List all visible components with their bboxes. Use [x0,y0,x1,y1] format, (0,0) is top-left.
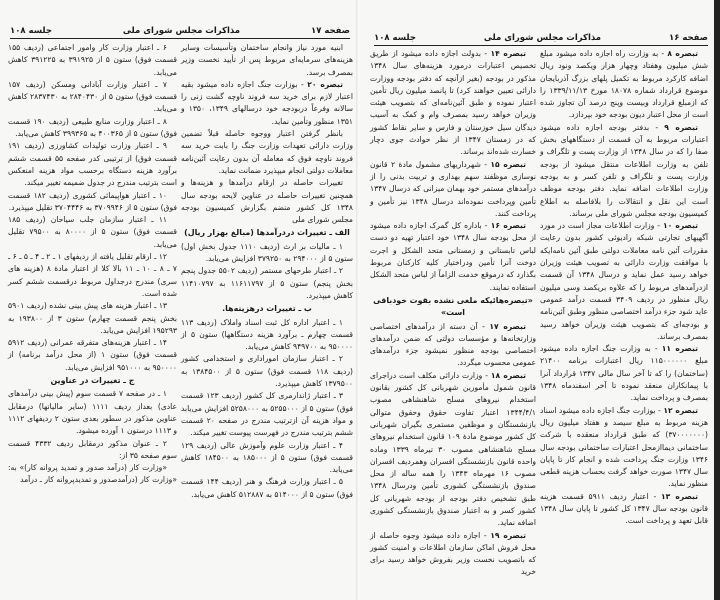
paragraph [8,140,177,189]
paragraph [8,388,177,437]
paragraph-text: - وزارت دارائی مکلف است دراجرای قانون شمول مأمورین شهربانی کل کشور بقانون استخدام نیروهای مسلح شاهنشاهی مصوب ۱۳۴۴/۴/۱ اعتبار تفاوت حقوق وحقوق متوالی بازنشستگان و موظفین مستمری بگیران شهربانی کل کشور موضوع مادهٔ ۱۰۹ قانون استخدام نیروهای مسلح شاهنشاهی مصوب ۳۰ تیرماه ۱۳۳۹ وماده واحده قانون بازنشستگی افسران وهمردیف افسران مصوب ۱۶ مهرماه ۱۳۴۳ را همه ساله از محل صندوق بازنشستگی کشوری تأمین ودرسال ۱۳۴۸ طبق تشخیص دفتر بودجه از بودجه شهربانی کل کشور کسر و به اعتبار صندوق بازنشستگی کشوری اضافه نماید. [370,370,536,528]
paragraph-text: ۷ ـ اعتبار وزارت آبادانی ومسکن (ردیف ۱۵۷ قسمت فوق) ستون ۵ از ۲۸۴۰۴۳۰ به ۲۸۳۷۴۳۰ کاهش می‌یابد. [8,79,177,114]
text-column [181,42,353,501]
note-label: تبصره ۱۴ [490,49,526,58]
paragraph [370,370,536,530]
paragraph-text: ۹ ـ اعتبار وزارت تولیدات کشاورزی (ردیف ۱۹۱ قسمت فوق) از ترتیبی کدر صفحه ۵۵ قسمت ششم برآورد هزینه دستگاه برحسب مواد هزینه امنعکس است بترتیب مندرج در جدول ضمیمه تغییر میکند. [8,141,177,188]
page-header [374,33,708,46]
paragraph-text: «وزارت کار (درآمد صدور و تمدید پروانه کار)» به: «وزارت کار (درآمدصدور و تمدیدپروانه کار ـ درآمد [8,463,177,485]
paragraph-text: ۸ ـ اعتبار وزارت منابع طبیعی (ردیف ۱۹۰ قسمت فوق) ستون ۵ از ۴۰۰۳۶۵ به ۳۹۹۳۶۵ کاهش می‌یابد. [8,116,177,139]
scan-edge [714,0,720,600]
paragraph [8,42,177,79]
paragraph [8,300,177,337]
page-number: صفحه ۱۶ [669,33,708,43]
paragraph [181,42,353,79]
paragraph-text: ۳ ـ اعتبار ژاندارمری کل کشور (ردیف ۱۲۳ قسمت فوق) ستون ۵ از ۵۲۵۵۰۰۰ به ۵۲۵۸۰۰۰ افزایش می‌یابد و مواد هزینه آن ازترتیب مندرج در صفحه ۲۰ قسمت ششم بترتیب مندرج در فهرست پیوست تغییر میکند. [181,391,354,438]
paragraph-text: ۲ ـ اعتبار سازمان اموراداری و استخدامی کشور (ردیف ۱۱۸ قسمت فوق) ستون ۵ از ۱۳۸۴۵۰۰ به ۱۳۷۹۵۰۰ کاهش میپذیرد. [181,354,353,389]
paragraph [8,79,177,116]
paragraph-text: - آن دسته از درآمدهای اختصاصی وزارتخانه‌ها و مؤسسات دولتی که ضمن درآمدهای اختصاصی بودجه منظور نمیشود جزء درآمدهای عمومی محسوب میگردد. [370,321,536,368]
paragraph [370,321,536,370]
paragraph [540,48,708,122]
note-label: تبصره ۱۶ [490,221,526,231]
paragraph [370,530,536,579]
paragraph-text: - وزارت اطلاعات مجاز است در مورد آگهیهای تجارتی شبکه رادیوئی کشور بدون رعایت مقررات آئین نامه معاملات دولتی طبق آئین نامه‌ایکه با موافقت وزارت دارائی به تصویب هیئت وزیران خواهد رسید عمل نماید و درسال ۱۳۴۸ آن قسمت ازدرآمدهای مربوط را که علاوه بریکصد وسی میلیون ریال منظور در ردیف ۳۴۰۹ قسمت درآمد عمومی عاید شود جزء درآمد اختصاصی منظور وطبق آئین‌نامه و بودجه‌ای که بتصویب هیئت وزیران خواهد رسید بمصرف برساند. [540,221,709,341]
paragraph-text: ۱۰ ـ اعتبار هواپیمائی کشوری (ردیف ۱۸۲ قسمت فوق) ستون ۵ از ۳۷۰۹۹۴۶ به ۳۷۰۴۴۴۶ تقلیل میپذیرد. [8,190,177,212]
paragraph [181,265,353,302]
note-label: تبصره ۲۰ [307,79,343,89]
note-label: تبصره ۸ [667,49,698,58]
paragraph [181,390,353,439]
paragraph [370,48,536,159]
paragraph [181,241,353,266]
paragraph [540,343,708,404]
paragraph [181,79,353,128]
paragraph [8,337,177,374]
paragraph-text: ۲ ـ عنوان مذکور درمقابل ردیف ۴۳۳۲ قسمت سوم صفحه ۳۵ از: [8,438,177,460]
paragraph [8,251,177,300]
paragraph-text: - بوزارت جنگ اجازه داده میشود بقیه اعتبار لازم برای خرید سه فروند ناوچه گشت زنی را سالانه وفرعاً دربودجه خود درسالهای ۱۳۴۹، ۱۳۵۰ و ۱۳۵۱ منظور وتأمین نماید. [181,79,353,126]
paragraph-text: تغییرات حاصله در ارقام درآمدها و هزینه‌ها و همچنین تغییرات حاصله در عناوین لایحه بودجه سال ۱۳۴۸ کل کشور منضم بگزارش کمیسیون بودجه مجلس شورای ملی [181,178,353,225]
paragraph-text: ۱۲ ـ ارقام تقلیل یافته از ردیفهای ۱ ـ ۲ ـ ۴ ـ ۵ ـ ۶ ـ ۷ ـ ۸ ـ ۱۰ ـ ۱۱ بالا کلا از اعتبار مادهٔ ۸ (هزینه های سری) مندرج درجداول مربوط درقسمت ششم کسر شده است. [8,252,177,298]
paragraph-text: ۶ ـ اعتبار وزارت کار وامور اجتماعی (ردیف ۱۵۵ قسمت فوق) ستون ۵ از ۳۹۱۹۲۵ به ۳۹۱۲۲۵ کاهش می‌یابد. [8,43,178,77]
paragraph [540,220,708,343]
paragraph-text: بانظر گرفتن اعتبار ووجوه حاصله قبلاً تضمین وزارت دارائی تعهدات وزارت جنگ را بابت خرید سه فروند ناوچه فوق که معامله آن بدون رعایت آئین‌نامه معاملات دولتی انجام میپذیرد ضمانت نماید. [181,129,353,175]
section-heading: ب ـ تغییرات درهزینه‌ها. [222,304,312,314]
note-label: تبصره ۱۲ [663,405,698,415]
paragraph-text: ابنیه مورد نیاز وانجام ساختمان وتأسیسات وسایر هزینه‌های سرمایه‌ای مربوط پس از تأیید نخست وزیر بمصرف برسد. [181,43,353,77]
paragraph-text: - بوزارت جنگ اجازه داده میشود اسناد هزینه مربوط به مبلغ سیصد و هفتاد میلیون ریال (۳۷۰۰۰۰۰۰۰) که طبق قرارداد منعقده با شرکت ساختمانی دیماازمحل اعتبارات ساختمانی بودجه سال ۱۳۴۶ وزارت جنگ پرداخت شده و انجام کار تا پایان سال ۱۳۴۷ صورت خواهد گرفت بحساب هزینه قطعی منظور نماید. [540,405,709,489]
paragraph-text: ۱ ـ اعتبار اداره کل ثبت اسناد واملاک (ردیف ۱۱۳ قسمت چهارم ـ برآورد هزینه دستگاهها) ستون ۵ از ۹۵۰۰۰۰ به ۹۴۹۷۰۰ کاهش می‌یابد. [181,317,353,352]
paragraph [370,159,536,220]
paragraph-text: ۱ ـ در صفحه ۷ قسمت سوم (پیش بینی درآمدهای عادی) بعداز ردیف ۱۱۱۱ (سایر مالیاتها) درمقابل عناوین مذکور در سطور بعدی ستون ۲ ردیفهای ۱۱۱۲ و ۱۱۱۳ درستون ۱ آورده میشود. [8,389,177,436]
paragraph-text: - شهرداریهای مشمول مادهٔ ۲ قانون نوسازی موظفند سهم بهداری و تربیت بدنی را از درآمدهای مستمر خود بهمان میزانی که درسال ۱۳۴۷ تأمین وپرداخت نموده‌اند درسال ۱۳۴۸ نیز تأمین و پرداخت کنند. [370,159,536,218]
note-label: تبصره ۱۰ [662,221,698,231]
paragraph [540,122,708,220]
note-label: تبصره ۱۳ [661,491,698,501]
paragraph-text: ۱۱ ـ اعتبار سازمان جلب سیاحان (ردیف ۱۸۵ قسمت فوق) ستون ۵ از ۸۰۰۰۰ به ۷۹۵۰۰ تقلیل می‌یابد. [8,215,177,249]
paragraph-text: - اعتبار ردیف ۵۹۱۱ قسمت هزینه قانون بودجه سال ۱۳۴۷ کل کشور تا پایان سال ۱۳۴۸ قابل تعهد و پرداخت است. [540,491,708,526]
paragraph-text: ۱ ـ مالیات بر ارث (ردیف ۱۱۱۰ جدول بخش اول) ستون ۵ از ۲۹۴۰۰۰ به ۳۷۹۲۵۰ افزایش می‌یابد. [181,241,353,264]
paragraph [540,405,708,491]
left-page [0,0,358,600]
section-heading: «تبصره‌هائیکه ملغی نشده بقوت خودباقی است» [373,295,533,318]
right-page [360,0,714,600]
page-number: صفحه ۱۷ [311,26,350,36]
paragraph-text: - باداره کل گمرک اجازه داده میشود از محل بودجه سال ۱۳۴۸ خود اعتبار تهیه دو دست لباس تابستانی و زمستانی متحد الشکل و اجرت دوخت آنرا تأمین ودراختیار کلیه کارکنان مربوط بگذارد که درموقع خدمت الزاماً از لباس متحد الشکل استفاده نمایند. [370,221,537,292]
paragraph [181,177,353,226]
paragraph [540,491,708,528]
note-label: تبصره ۹ [664,122,698,132]
page-header [10,26,350,39]
paragraph [8,438,177,463]
session-number: جلسه ۱۰۸ [374,33,416,43]
publication-title: مذاکرات مجلس شورای ملی [483,33,602,43]
paragraph-text: - بدولت اجازه داده میشود از طریق تخصیص اعتبارات درمورد هزینه‌های سال ۱۳۴۸ مذکور در بودجه (بغیر ازآنچه که دفتر بودجه ووزارت دارائی تعیین خواهند کرد) تا پانصد میلیون ریال تأمین اعتبار نموده و طبق آئین‌نامه‌ای که بتصویب هیئت وزیران خواهد رسید بمصرف وام و کمک به آسیب دیدگان سیل خوزستان و فارس و سایر نقاط کشور که در زمستان ۱۳۴۷ از نظر حوادث جوی دچار خسارت شده‌اند برساند. [370,49,536,157]
publication-title: مذاکرات مجلس شورای ملی [122,26,241,36]
paragraph [8,190,177,215]
paragraph [181,317,353,354]
text-column [8,42,177,487]
paragraph [8,214,177,251]
paragraph-text: ۱۴ ـ اعتبار هزینه‌های متفرقه عمرانی (ردیف ۵۹۱۲ قسمت فوق) ستون ۱ (از محل درآمد برنامه) از ۹۵۰۰۰۰ به ۹۵۱۰۰۰ افزایش می‌یابد. [8,338,177,372]
section-heading: الف ـ تغییرات دردرآمدها (مبالغ بهزار ریال) [184,228,350,238]
paragraph-text: - اجازه داده میشود وجوه حاصله از محل فروش اماکن سازمان اطلاعات و امنیت کشور که باتصویب نخست وزیر بفروش خواهد رسید برای خرید [370,530,536,577]
paragraph [181,440,353,477]
paragraph-text: - به وزارت جنگ اجازه داده میشود مبلغ ۱۱۵۰۰۰۰۰۰ ریال اعتبارات برنامه ۲۱۴۰۰ (ساختمان) را که تا آخر سال مالی ۱۳۴۷ قرارداد آنرا با پیمانکاران منعقد نموده تا آخر اسفندماه ۱۳۴۸ بمصرف و پرداخت نماید. [540,344,708,403]
paragraph [181,476,353,501]
note-label: تبصره ۱۸ [490,370,526,380]
paragraph-text: - به وزارت راه اجازه داده میشود مبلغ شش میلیون وهفتاد وچهار هزار ویکصد ونود ریال اضافه کارکرد مربوط به تکمیل پلهای بزرگ آذربایجان موضوع قرارداد شماره ۱۸۰۷۸ مورخ ۱۳۳۹/۱۱/۱۳ را که ازمبلغ قرارداد وبیست وپنج درصد آن تجاوز شده است از محل اعتبار دیون بودجه خود بپردازد. [540,49,708,120]
paragraph-text: ۵ ـ اعتبار وزارت فرهنگ و هنر (ردیف ۱۴۴ قسمت فوق) ستون ۵ از ۵۱۴۰۰۰ به ۵۱۲۸۸۷ کاهش می‌یابد. [181,477,353,499]
note-label: تبصره ۱۵ [490,159,526,169]
paragraph-text: ۲ ـ اعتبار طرحهای مستمر (ردیف ۵۵۰۲ جدول پنجم بخش پنجم) ستون ۵ از ۱۱۶۱۱۷۹۷ به ۱۱۴۱۰۷۹۷ کاهش میپذیرد. [181,266,354,300]
paragraph [181,353,353,390]
paragraph [370,220,536,294]
note-label: تبصره ۱۱ [661,344,698,354]
text-column [370,48,536,579]
paragraph-text: ۴ ـ اعتبار وزارت علوم وآموزش عالی (ردیف ۱۲۹ قسمت فوق) ستون ۵ از ۱۸۵۰۰۰ به ۱۸۴۵۰۰ کاهش می‌یابد. [181,440,354,475]
paragraph-text: - بدفتر بودجه اجازه داده میشود اعتبارات مربوط به آن قسمت از دستگاههای بخش صفا را که در سال ۱۳۴۸ از وزارت پست و تلگراف و تلفن به وزارت اطلاعات منتقل میشود از بودجه وزارت پست و تلگراف و تلفن کسر و به بودجه وزارت اطلاعات اضافه نماید. دفتر بودجه موظف است این نقل و انتقالات را بلافاصله به اطلاع کمیسیون بودجه مجلس شورای ملی برساند. [540,122,708,218]
paragraph [8,462,177,487]
note-label: تبصره ۱۹ [490,530,526,540]
text-column [540,48,708,528]
paragraph [8,116,177,141]
note-label: تبصره ۱۷ [489,321,526,331]
session-number: جلسه ۱۰۸ [10,26,52,36]
paragraph-text: ۱۳ ـ اعتبار هزینه های پیش بینی نشده (ردیف ۵۹۰۱ بخش پنجم قسمت چهارم) ستون ۳ از ۱۹۳۸۰۰ به ۱۹۵۲۹۳ افزایش می‌یابد. [8,301,177,335]
paragraph [181,128,353,177]
section-heading: ج ـ تغییرات در عناوین [50,376,135,386]
